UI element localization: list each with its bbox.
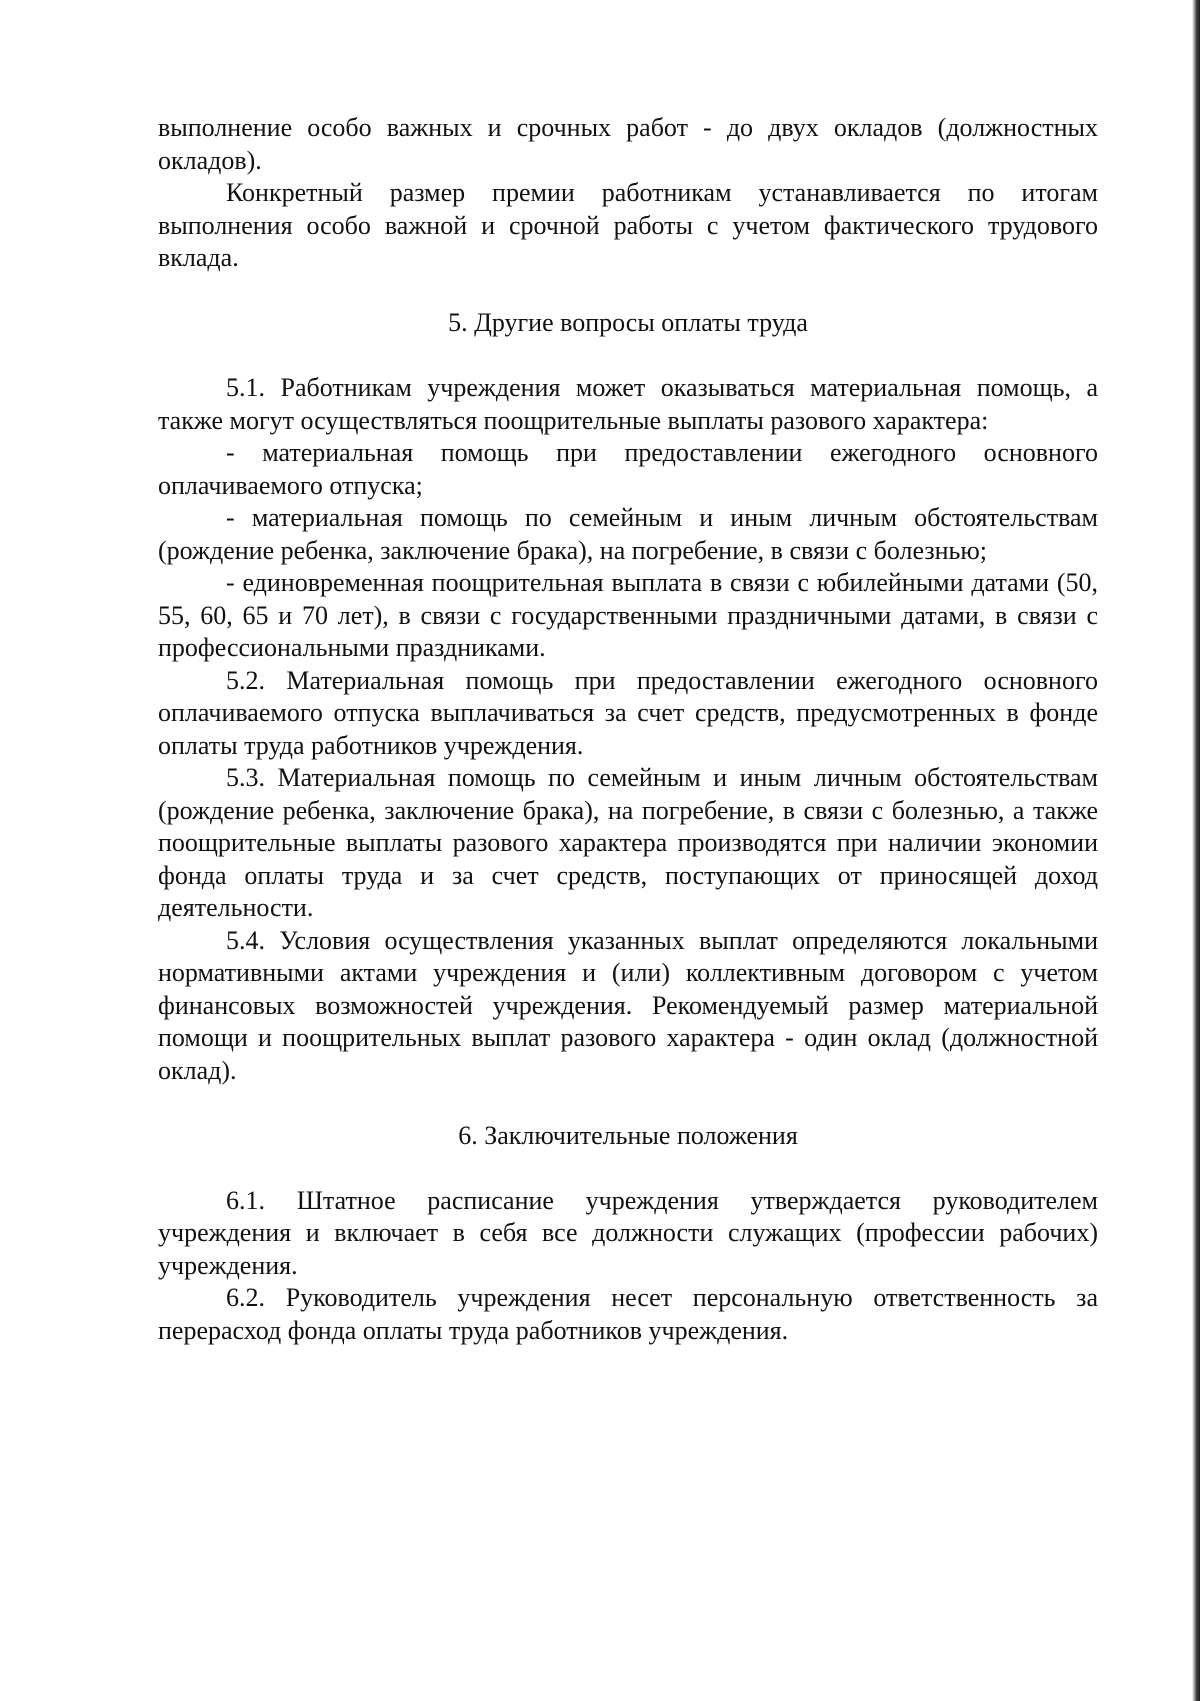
document-body: [158, 112, 1098, 1347]
clause-5-1-item-3: - единовременная поощрительная выплата в связи с юбилейными датами (50, 55, 60, 65 и 70 лет), в связи с государственными праздничными датами, в связи с профессиональными праздниками.: [158, 568, 1098, 662]
clause-6-2: 6.2. Руководитель учреждения несет персональную ответственность за перерасход фонда оплаты труда работников учреждения.: [158, 1283, 1098, 1345]
section-6-heading: 6. Заключительные положения: [458, 1121, 798, 1150]
clause-6-1: 6.1. Штатное расписание учреждения утверждается руководителем учреждения и включает в себя все должности служащих (профессии рабочих) учреждения.: [158, 1185, 1098, 1280]
clause-5-4: 5.4. Условия осуществления указанных выплат определяются локальными нормативными актами учреждения и (или) коллективным договором с учетом финансовых возможностей учреждения. Рекомендуемый размер материальной помощи и поощрительных выплат разового характера - один оклад (должностной оклад).: [158, 925, 1098, 1085]
clause-5-1: 5.1. Работникам учреждения может оказываться материальная помощь, а также могут осуществляться поощрительные выплаты разового характера:: [158, 373, 1098, 435]
clause-5-3: 5.3. Материальная помощь по семейным и иным личным обстоятельствам (рождение ребенка, заключение брака), на погребение, в связи с болезнью, а также поощрительные выплаты разового характера производятся при наличии экономии фонда оплаты труда и за счет средств, поступающих от приносящей доход деятельности.: [158, 763, 1098, 922]
scan-edge: [1192, 0, 1200, 1701]
section-5-heading: 5. Другие вопросы оплаты труда: [448, 307, 808, 337]
intro-paragraph-bonus-size: Конкретный размер премии работникам устанавливается по итогам выполнения особо важной и срочной работы с учетом фактического трудового вклада.: [158, 178, 1098, 272]
clause-5-1-item-2: - материальная помощь по семейным и иным личным обстоятельствам (рождение ребенка, заключение брака), на погребение, в связи с болезнью;: [158, 503, 1098, 565]
clause-5-2: 5.2. Материальная помощь при предоставлении ежегодного основного оплачиваемого отпуска выплачиваться за счет средств, предусмотренных в фонде оплаты труда работников учреждения.: [158, 665, 1098, 760]
clause-5-1-item-1: - материальная помощь при предоставлении ежегодного основного оплачиваемого отпуска;: [158, 438, 1098, 500]
intro-paragraph-continuation: выполнение особо важных и срочных работ - до двух окладов (должностных окладов).: [158, 113, 1098, 175]
